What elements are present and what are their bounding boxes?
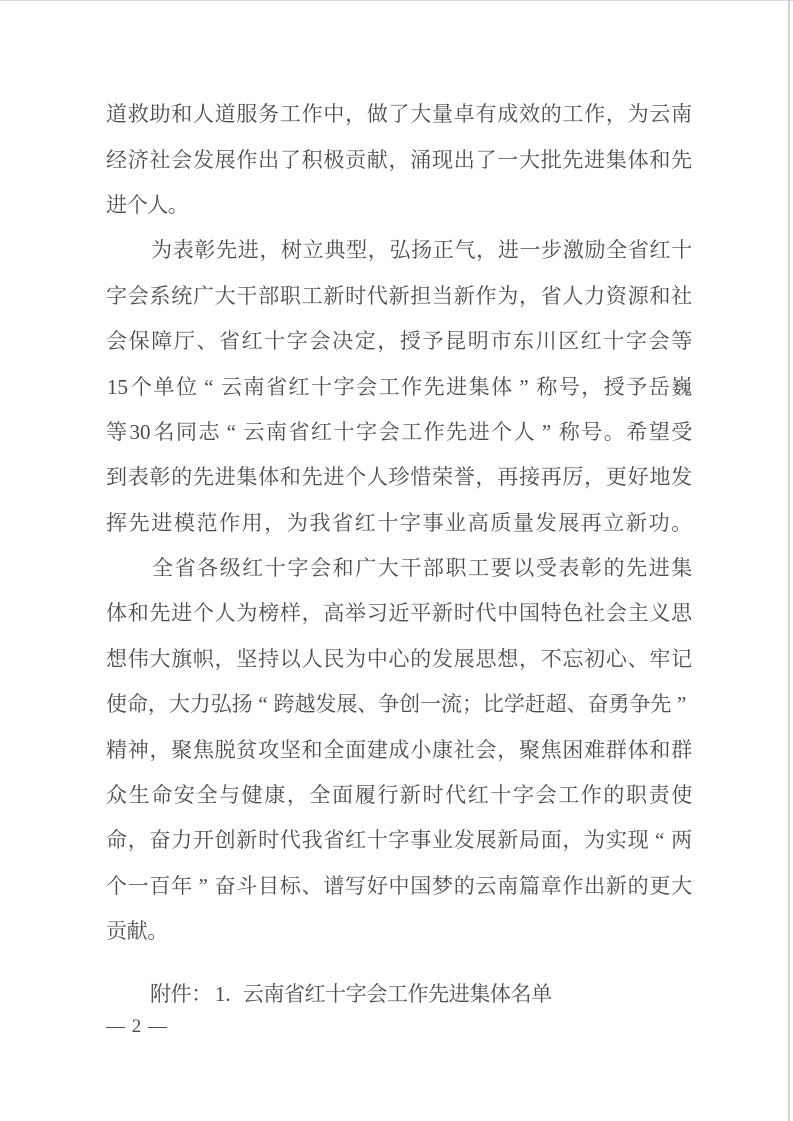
text-line: 等 30 名 同 志 “ 云 南 省 红 十 字 会 工 作 先 进 个 人 ” 称 号 。 希 望 受	[106, 419, 693, 444]
page-number: — 2 —	[106, 1016, 168, 1037]
text-line: 到 表 彰 的 先 进 集 体 和 先 进 个 人 珍 惜 荣 誉 ， 再 接 再 厉 ， 更 好 地 发	[106, 465, 693, 490]
text-line: 挥 先 进 模 范 作 用 ， 为 我 省 红 十 字 事 业 高 质 量 发 展 再 立 新 功 。	[106, 510, 693, 535]
text-line: 命 ， 奋 力 开 创 新 时 代 我 省 红 十 字 事 业 发 展 新 局 面 ， 为 实 现 “ 两	[106, 828, 693, 853]
text-line: 使 命 ， 大 力 弘 扬 “ 跨 越 发 展 、 争 创 一 流 ； 比 学 赶 超 、 奋 勇 争 先 ”	[106, 692, 687, 717]
text-line: 道 救 助 和 人 道 服 务 工 作 中 ， 做 了 大 量 卓 有 成 效 的 工 作 ， 为 云 南	[106, 102, 693, 127]
text-line: 为 表 彰 先 进 ， 树 立 典 型 ， 弘 扬 正 气 ， 进 一 步 激 励 全 省 红 十	[151, 238, 693, 263]
text-line: 会 保 障 厅 、 省 红 十 字 会 决 定 ， 授 予 昆 明 市 东 川 区 红 十 字 会 等	[106, 329, 693, 354]
document-body	[106, 92, 692, 1017]
text-line: 字 会 系 统 广 大 干 部 职 工 新 时 代 新 担 当 新 作 为 ， 省 人 力 资 源 和 社	[106, 283, 693, 308]
text-line: 贡 献 。	[106, 919, 169, 944]
text-line: 全 省 各 级 红 十 字 会 和 广 大 干 部 职 工 要 以 受 表 彰 的 先 进 集	[151, 556, 693, 581]
text-line: 进 个 人 。	[106, 192, 189, 217]
text-line: 15 个 单 位 “ 云 南 省 红 十 字 会 工 作 先 进 集 体 ” 称 号 ， 授 予 岳 巍	[107, 374, 693, 399]
text-line: 想 伟 大 旗 帜 ， 坚 持 以 人 民 为 中 心 的 发 展 思 想 ， 不 忘 初 心 、 牢 记	[106, 646, 693, 671]
scan-edge-top	[0, 0, 793, 1]
text-line: 精 神 ， 聚 焦 脱 贫 攻 坚 和 全 面 建 成 小 康 社 会 ， 聚 焦 困 难 群 体 和 群	[106, 737, 693, 762]
text-line: 个 一 百 年 ” 奋 斗 目 标 、 谱 写 好 中 国 梦 的 云 南 篇 章 作 出 新 的 更 大	[106, 873, 693, 898]
text-line: 经 济 社 会 发 展 作 出 了 积 极 贡 献 ， 涌 现 出 了 一 大 批 先 进 集 体 和 先	[106, 147, 693, 172]
scan-edge-right	[788, 0, 790, 1121]
attachment-line: 附 件 ： 1. 云 南 省 红 十 字 会 工 作 先 进 集 体 名 单	[150, 981, 553, 1006]
text-line: 众 生 命 安 全 与 健 康 ， 全 面 履 行 新 时 代 红 十 字 会 工 作 的 职 责 使	[106, 783, 693, 808]
text-line: 体 和 先 进 个 人 为 榜 样 ， 高 举 习 近 平 新 时 代 中 国 特 色 社 会 主 义 思	[106, 601, 693, 626]
